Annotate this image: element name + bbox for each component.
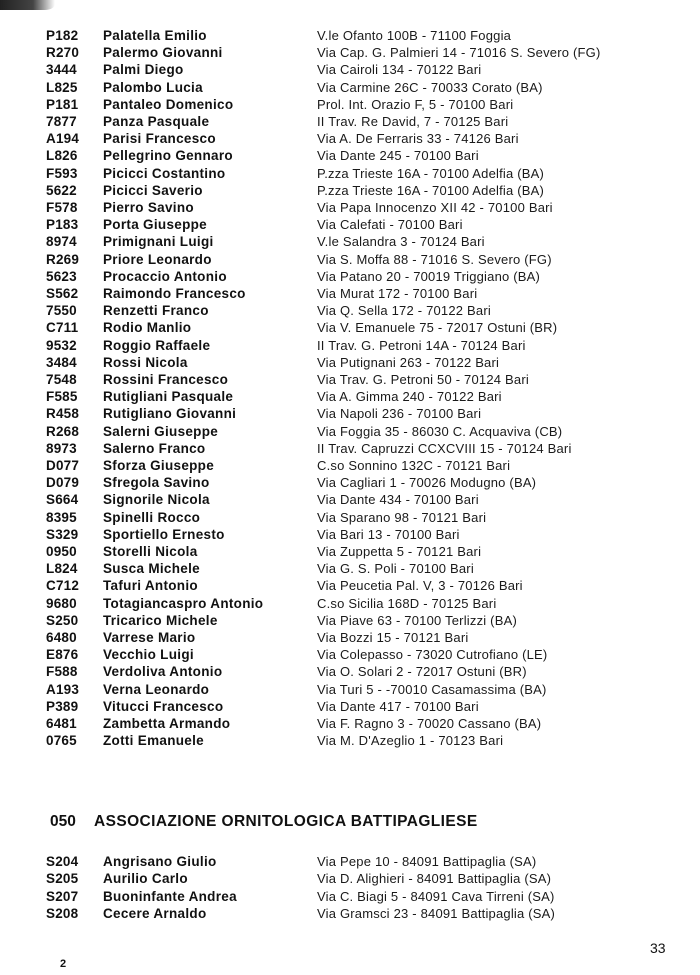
member-address: Via Foggia 35 - 86030 C. Acquaviva (CB) (317, 423, 563, 439)
member-code: S562 (46, 286, 79, 301)
member-row (0, 681, 700, 698)
member-address: Via Piave 63 - 70100 Terlizzi (BA) (317, 612, 517, 628)
member-code: P183 (46, 217, 79, 233)
member-address: Via Dante 434 - 70100 Bari (317, 492, 479, 508)
member-row (0, 577, 700, 594)
member-row (0, 302, 700, 319)
member-row (0, 543, 700, 560)
member-name: Tricarico Michele (103, 612, 218, 628)
member-address: Via Putignani 263 - 70122 Bari (317, 354, 500, 370)
member-code: S664 (46, 492, 79, 508)
member-name: Rutigliani Pasquale (103, 389, 234, 405)
member-row (0, 337, 700, 354)
member-code: A194 (46, 131, 80, 147)
member-code: 7877 (46, 114, 77, 129)
member-code: 8973 (46, 440, 77, 456)
member-name: Rossini Francesco (103, 372, 229, 387)
member-code: P182 (46, 28, 79, 43)
member-row (0, 61, 700, 78)
member-name: Varrese Mario (103, 630, 196, 645)
member-row (0, 268, 700, 285)
member-row (0, 612, 700, 629)
member-code: 3484 (46, 354, 77, 370)
member-row (0, 715, 700, 732)
member-address: Via F. Ragno 3 - 70020 Cassano (BA) (317, 716, 542, 731)
member-address: Via Dante 417 - 70100 Bari (317, 698, 479, 714)
member-row (0, 371, 700, 388)
member-address: Via Turi 5 - -70010 Casamassima (BA) (317, 681, 547, 697)
member-row (0, 509, 700, 526)
member-name: Porta Giuseppe (103, 217, 207, 233)
member-code: R268 (46, 423, 80, 439)
member-row (0, 595, 700, 612)
member-code: S207 (46, 888, 79, 904)
member-address: Via Peucetia Pal. V, 3 - 70126 Bari (317, 578, 523, 594)
member-address: II Trav. G. Petroni 14A - 70124 Bari (317, 337, 526, 353)
member-name: Totagiancaspro Antonio (103, 595, 264, 611)
member-row (0, 423, 700, 440)
member-name: Aurilio Carlo (103, 871, 188, 887)
member-name: Primignani Luigi (103, 234, 214, 250)
member-code: S250 (46, 612, 79, 628)
member-code: F578 (46, 200, 78, 215)
section-heading (0, 813, 700, 835)
member-code: 5622 (46, 182, 77, 198)
member-row (0, 853, 700, 870)
member-address: Via Papa Innocenzo XII 42 - 70100 Bari (317, 200, 553, 215)
member-address: Via Patano 20 - 70019 Triggiano (BA) (317, 268, 541, 284)
member-address: Via Pepe 10 - 84091 Battipaglia (SA) (317, 854, 537, 869)
member-name: Vitucci Francesco (103, 698, 224, 714)
member-code: 5623 (46, 268, 77, 284)
member-row (0, 165, 700, 182)
member-row (0, 698, 700, 715)
member-code: R269 (46, 251, 80, 267)
member-code: C711 (46, 320, 79, 336)
member-row (0, 182, 700, 199)
member-name: Procaccio Antonio (103, 268, 227, 284)
member-code: E876 (46, 647, 79, 663)
member-code: 6481 (46, 716, 77, 731)
member-code: S205 (46, 871, 79, 887)
member-row (0, 388, 700, 405)
member-address: Via Calefati - 70100 Bari (317, 217, 463, 233)
member-row (0, 629, 700, 646)
member-code: 7550 (46, 303, 77, 319)
member-code: 0950 (46, 544, 77, 559)
member-row (0, 130, 700, 147)
member-name: Angrisano Giulio (103, 854, 217, 869)
member-name: Rodio Manlio (103, 320, 192, 336)
member-code: L825 (46, 79, 78, 95)
member-name: Zotti Emanuele (103, 733, 204, 749)
member-address: Via Cagliari 1 - 70026 Modugno (BA) (317, 475, 537, 491)
member-row (0, 526, 700, 543)
member-code: C712 (46, 578, 80, 594)
member-address: Via M. D'Azeglio 1 - 70123 Bari (317, 733, 504, 749)
member-name: Palatella Emilio (103, 28, 207, 43)
member-name: Cecere Arnaldo (103, 905, 207, 921)
member-address: Via G. S. Poli - 70100 Bari (317, 561, 474, 577)
member-code: L826 (46, 148, 78, 164)
member-address: Via Sparano 98 - 70121 Bari (317, 509, 487, 525)
member-code: 9532 (46, 337, 77, 353)
member-code: D077 (46, 458, 80, 473)
member-row (0, 870, 700, 887)
member-row (0, 888, 700, 905)
member-name: Picicci Costantino (103, 165, 226, 181)
member-name: Susca Michele (103, 561, 200, 577)
member-name: Palmi Diego (103, 62, 184, 78)
member-address: Via Carmine 26C - 70033 Corato (BA) (317, 79, 543, 95)
member-row (0, 285, 700, 302)
member-address: C.so Sonnino 132C - 70121 Bari (317, 458, 511, 473)
member-code: F585 (46, 389, 78, 405)
member-name: Salerno Franco (103, 440, 206, 456)
member-name: Parisi Francesco (103, 131, 216, 147)
member-address: Via Q. Sella 172 - 70122 Bari (317, 303, 491, 319)
member-row (0, 27, 700, 44)
member-name: Palermo Giovanni (103, 45, 223, 61)
member-code: S204 (46, 854, 79, 869)
member-address: Via Trav. G. Petroni 50 - 70124 Bari (317, 372, 529, 387)
member-name: Priore Leonardo (103, 251, 212, 267)
member-address: Via Gramsci 23 - 84091 Battipaglia (SA) (317, 905, 556, 921)
member-name: Renzetti Franco (103, 303, 209, 319)
member-row (0, 199, 700, 216)
member-address: Via Cairoli 134 - 70122 Bari (317, 62, 482, 78)
member-name: Raimondo Francesco (103, 286, 246, 301)
member-address: Via D. Alighieri - 84091 Battipaglia (SA) (317, 871, 552, 887)
member-address: V.le Ofanto 100B - 71100 Foggia (317, 28, 512, 43)
member-code: S208 (46, 905, 79, 921)
member-name: Palombo Lucia (103, 79, 203, 95)
member-address: Via Murat 172 - 70100 Bari (317, 286, 478, 301)
member-row (0, 79, 700, 96)
member-address: Prol. Int. Orazio F, 5 - 70100 Bari (317, 96, 514, 112)
member-row (0, 233, 700, 250)
member-row (0, 251, 700, 268)
member-row (0, 474, 700, 491)
member-address: Via Zuppetta 5 - 70121 Bari (317, 544, 482, 559)
member-name: Tafuri Antonio (103, 578, 198, 594)
member-row (0, 457, 700, 474)
member-address: Via A. De Ferraris 33 - 74126 Bari (317, 131, 519, 147)
member-row (0, 440, 700, 457)
footer-mark: 2 (60, 958, 67, 970)
member-code: P389 (46, 698, 79, 714)
member-name: Signorile Nicola (103, 492, 210, 508)
member-code: 8395 (46, 509, 77, 525)
member-row (0, 354, 700, 371)
member-code: P181 (46, 96, 79, 112)
member-code: F588 (46, 664, 78, 680)
section-title: ASSOCIAZIONE ORNITOLOGICA BATTIPAGLIESE (94, 813, 478, 830)
member-row (0, 663, 700, 680)
member-name: Zambetta Armando (103, 716, 231, 731)
member-name: Vecchio Luigi (103, 647, 194, 663)
member-code: S329 (46, 526, 79, 542)
member-address: Via S. Moffa 88 - 71016 S. Severo (FG) (317, 251, 552, 267)
member-name: Pantaleo Domenico (103, 96, 234, 112)
member-code: D079 (46, 475, 80, 491)
member-code: L824 (46, 561, 78, 577)
member-name: Sportiello Ernesto (103, 526, 225, 542)
member-name: Spinelli Rocco (103, 509, 201, 525)
member-row (0, 646, 700, 663)
member-row (0, 905, 700, 922)
member-code: 8974 (46, 234, 77, 250)
member-name: Buoninfante Andrea (103, 888, 237, 904)
section-number: 050 (50, 813, 76, 830)
member-code: 0765 (46, 733, 77, 749)
member-address: II Trav. Capruzzi CCXCVIII 15 - 70124 Bari (317, 440, 572, 456)
member-row (0, 560, 700, 577)
member-address: Via Bozzi 15 - 70121 Bari (317, 630, 469, 645)
member-code: R458 (46, 406, 80, 422)
member-row (0, 96, 700, 113)
member-name: Rossi Nicola (103, 354, 188, 370)
member-address: Via V. Emanuele 75 - 72017 Ostuni (BR) (317, 320, 558, 336)
member-address: C.so Sicilia 168D - 70125 Bari (317, 595, 497, 611)
member-address: Via Bari 13 - 70100 Bari (317, 526, 460, 542)
member-row (0, 216, 700, 233)
member-address: V.le Salandra 3 - 70124 Bari (317, 234, 485, 250)
member-name: Verdoliva Antonio (103, 664, 223, 680)
member-address: II Trav. Re David, 7 - 70125 Bari (317, 114, 509, 129)
member-row (0, 44, 700, 61)
member-address: Via C. Biagi 5 - 84091 Cava Tirreni (SA) (317, 888, 555, 904)
member-name: Verna Leonardo (103, 681, 210, 697)
member-code: 6480 (46, 630, 77, 645)
member-name: Storelli Nicola (103, 544, 198, 559)
member-row (0, 113, 700, 130)
member-address: P.zza Trieste 16A - 70100 Adelfia (BA) (317, 182, 545, 198)
member-name: Panza Pasquale (103, 114, 210, 129)
member-code: 9680 (46, 595, 77, 611)
member-address: Via Napoli 236 - 70100 Bari (317, 406, 482, 422)
member-code: A193 (46, 681, 80, 697)
member-code: F593 (46, 165, 78, 181)
member-code: R270 (46, 45, 80, 61)
member-name: Salerni Giuseppe (103, 423, 219, 439)
page-number: 33 (650, 940, 666, 956)
member-address: Via O. Solari 2 - 72017 Ostuni (BR) (317, 664, 527, 680)
member-row (0, 405, 700, 422)
member-address: P.zza Trieste 16A - 70100 Adelfia (BA) (317, 165, 545, 181)
member-name: Picicci Saverio (103, 182, 203, 198)
member-address: Via A. Gimma 240 - 70122 Bari (317, 389, 502, 405)
member-name: Pellegrino Gennaro (103, 148, 233, 164)
member-name: Pierro Savino (103, 200, 194, 215)
member-row (0, 732, 700, 749)
member-address: Via Colepasso - 73020 Cutrofiano (LE) (317, 647, 548, 663)
member-name: Rutigliano Giovanni (103, 406, 237, 422)
member-code: 7548 (46, 372, 77, 387)
member-address: Via Cap. G. Palmieri 14 - 71016 S. Severo (FG) (317, 45, 601, 61)
member-name: Sfregola Savino (103, 475, 210, 491)
member-name: Roggio Raffaele (103, 337, 211, 353)
member-row (0, 147, 700, 164)
member-row (0, 319, 700, 336)
member-address: Via Dante 245 - 70100 Bari (317, 148, 479, 164)
member-name: Sforza Giuseppe (103, 458, 215, 473)
member-code: 3444 (46, 62, 77, 78)
scan-edge-mark (0, 0, 55, 10)
member-row (0, 491, 700, 508)
